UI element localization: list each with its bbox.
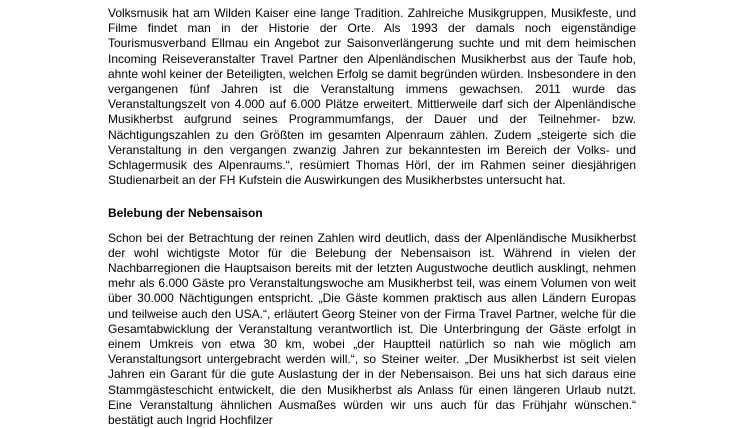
body-paragraph-2: Schon bei der Betrachtung der reinen Zahlen wird deutlich, dass der Alpenländische Musikherbst der wohl wichtigste Motor für die Belebung der Nebensaison ist. Während in vielen der Nachbarregionen die Hauptsaison bereits mit der letzten Augustwoche deutlich ausklingt, nehmen mehr als 6.000 Gäste pro Veranstaltungswoche am Musikherbst teil, was einem Volumen von weit über 30.000 Nächtigungen entspricht. „Die Gäste kommen praktisch aus allen Ländern Europas und teilweise auch den USA.“, erläutert Georg Steiner von der Firma Travel Partner, welche für die Gesamtabwicklung der Veranstaltung verantwortlich ist. Die Unterbringung der Gäste erfolgt in einem Umkreis von etwa 30 km, wobei „der Hauptteil natürlich so nah wie möglich am Veranstaltungsort untergebracht werden will.“, so Steiner weiter. „Der Musikherbst ist seit vielen Jahren ein Garant für die gute Auslastung der in der Nebensaison. Bei uns hat sich daraus eine Stammgästeschicht entwickelt, die den Musikherbst als Anlass für einen längeren Urlaub nutzt. Eine Veranstaltung ähnlichen Ausmaßes würden wir uns auch für das Frühjahr wünschen.“ bestätigt auch Ingrid Hochfilzer — [108, 230, 636, 428]
document-body — [108, 6, 636, 428]
section-heading: Belebung der Nebensaison — [108, 206, 263, 221]
body-paragraph-1: Volksmusik hat am Wilden Kaiser eine lange Tradition. Zahlreiche Musikgruppen, Musikfeste, und Filme findet man in der Historie der Orte. Als 1993 der damals noch eigenständige Tourismusverband Ellmau ein Angebot zur Saisonverlängerung suchte und mit dem heimischen Incoming Reiseveranstalter Travel Partner den Alpenländischen Musikherbst aus der Taufe hob, ahnte wohl keiner der Beteiligten, welchen Erfolg se damit begründen würden. Insbesondere in den vergangenen fünf Jahren ist die Veranstaltung immens gewachsen. 2011 wurde das Veranstaltungszelt von 4.000 auf 6.000 Plätze erweitert. Mittlerweile darf sich der Alpenländische Musikherbst aufgrund seines Programmumfangs, der Dauer und der Teilnehmer- bzw. Nächtigungszahlen zu den Größten im gesamten Alpenraum zählen. Zudem „steigerte sich die Veranstaltung in den vergangen zwanzig Jahren zur bekanntesten im Bereich der Volks- und Schlagermusik des Alpenraums.“, resümiert Thomas Hörl, der im Rahmen seiner diesjährigen Studienarbeit an der FH Kufstein die Auswirkungen des Musikherbstes untersucht hat. — [108, 6, 636, 188]
